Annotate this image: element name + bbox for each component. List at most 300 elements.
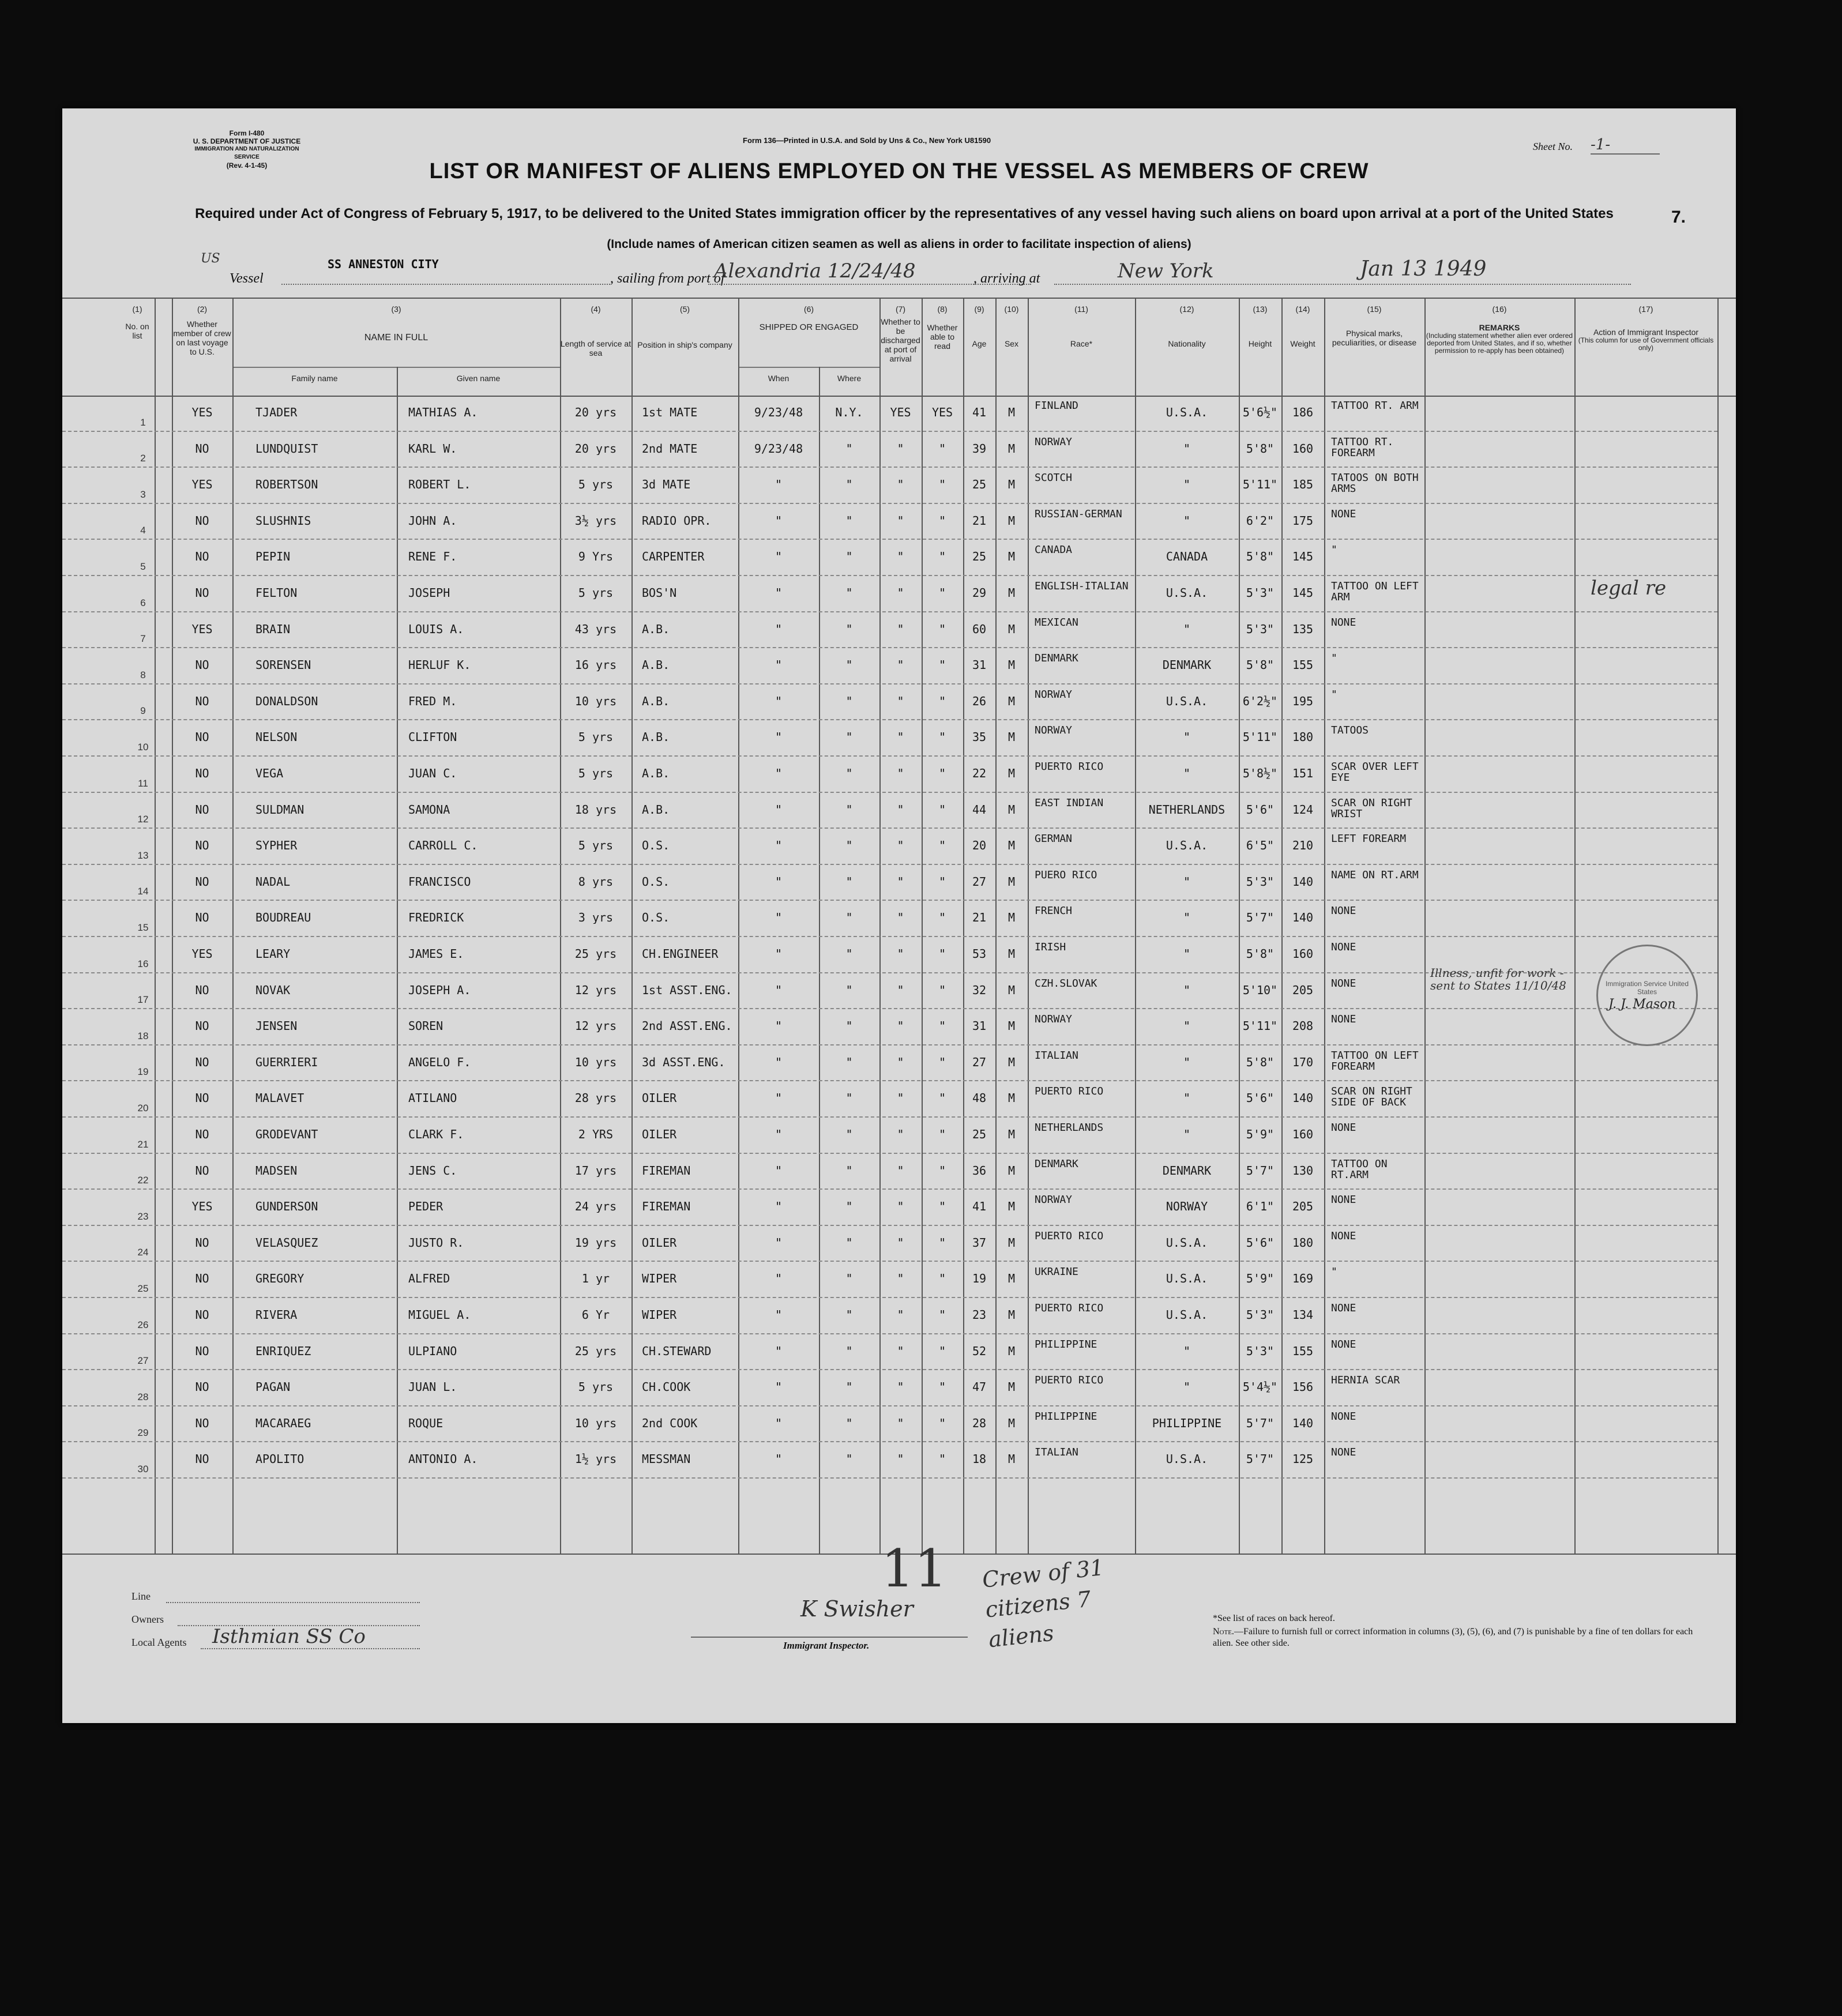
cell-service: 12 yrs [574,1020,617,1033]
cell-marks: NONE [1331,1447,1356,1459]
cell-position: 1st MATE [642,406,698,419]
col-13-header: (13) Height [1248,304,1272,348]
cell-where: " [845,803,853,816]
where-header: Where [837,374,862,383]
cell-last: NO [195,659,209,672]
cell-race: CANADA [1035,544,1073,556]
cell-nat: " [1183,875,1191,888]
cell-sex: M [1008,1128,1016,1141]
col-7-header: (7) Whether to be discharged at port of arrival [881,304,920,363]
row-number: 1 [140,416,146,428]
cell-sex: M [1008,875,1016,888]
cell-marks: NONE [1331,1122,1356,1134]
cell-where: N.Y. [835,406,863,419]
note-text: —Failure to furnish full or correct information in columns (3), (5), (6), and (7) is punishable by a fine of ten dollars for each alien. See other side. [1213,1627,1693,1648]
cell-when: " [775,1416,783,1430]
cell-sex: M [1008,1381,1016,1394]
cell-height: 5'7" [1246,1164,1275,1177]
cell-last: NO [195,1308,209,1321]
cell-where: " [845,1416,853,1430]
cell-where: " [845,767,853,780]
cell-disch: " [897,1128,904,1141]
cell-last: NO [195,1416,209,1430]
cell-where: " [845,947,853,960]
service-name: IMMIGRATION AND NATURALIZATION SERVICE [194,146,299,160]
cell-last: NO [195,514,209,527]
include-note: (Include names of American citizen seamen as well as aliens in order to facilitate inspection of aliens) [607,238,1191,251]
cell-given: MIGUEL A. [408,1308,471,1321]
table-row [62,576,1736,612]
cell-weight: 151 [1292,767,1314,780]
crew-note: Crew of 31 citizens 7 aliens [981,1554,1106,1653]
cell-nat: CANADA [1166,550,1208,563]
cell-marks: NONE [1331,1411,1356,1423]
cell-where: " [845,659,853,672]
cell-age: 25 [972,478,987,491]
cell-weight: 186 [1292,406,1314,419]
cell-race: NORWAY [1035,689,1073,701]
cell-disch: " [897,1272,904,1285]
cell-disch: YES [890,406,911,419]
cell-nat: DENMARK [1162,659,1212,672]
cell-age: 37 [972,1236,987,1249]
cell-weight: 180 [1292,1236,1314,1249]
cell-read: " [938,1164,946,1177]
cell-height: 5'4½" [1242,1381,1278,1394]
vessel-label: Vessel [230,271,264,286]
cell-read: " [938,550,946,563]
cell-service: 10 yrs [574,1416,617,1430]
row-number: 20 [137,1102,149,1114]
cell-given: JOSEPH A. [408,983,471,996]
cell-weight: 135 [1292,622,1314,635]
row-number: 4 [140,525,146,536]
cell-given: MATHIAS A. [408,406,478,419]
cell-height: 5'10" [1242,983,1278,996]
table-row [62,1118,1736,1154]
cell-given: ATILANO [408,1092,457,1105]
cell-nat: " [1183,1020,1191,1033]
name-subrule [232,367,560,368]
cell-position: 2nd ASST.ENG. [642,1020,732,1033]
cell-read: " [938,839,946,852]
cell-family: MACARAEG [255,1416,311,1430]
cell-height: 5'11" [1242,1020,1278,1033]
cell-when: 9/23/48 [754,442,803,455]
agents-underline [201,1648,420,1649]
row-number: 23 [137,1210,149,1222]
cell-age: 32 [972,983,987,996]
cell-where: " [845,983,853,996]
col-5-header: (5) Position in ship's company [637,304,732,349]
cell-marks: NONE [1331,905,1356,917]
cell-race: MEXICAN [1035,616,1078,629]
cell-given: LOUIS A. [408,622,464,635]
cell-position: A.B. [642,803,670,816]
cell-marks: TATTOO ON RT.ARM [1331,1158,1388,1181]
table-row [62,793,1736,829]
cell-height: 5'11" [1242,478,1278,491]
cell-service: 43 yrs [574,622,617,635]
local-agents-value: Isthmian SS Co [212,1625,366,1648]
row-number: 27 [137,1355,149,1367]
cell-nat: U.S.A. [1166,1308,1208,1321]
cell-service: 25 yrs [574,1344,617,1357]
cell-service: 17 yrs [574,1164,617,1177]
cell-when: " [775,911,783,924]
cell-age: 27 [972,1055,987,1069]
cell-position: FIREMAN [642,1164,691,1177]
cell-sex: M [1008,1344,1016,1357]
cell-sex: M [1008,803,1016,816]
cell-weight: 160 [1292,947,1314,960]
cell-where: " [845,1164,853,1177]
cell-sex: M [1008,1272,1016,1285]
cell-nat: " [1183,1128,1191,1141]
cell-last: NO [195,1128,209,1141]
cell-given: SOREN [408,1020,443,1033]
col-1-header: (1) No. on list [125,304,149,340]
cell-race: FINLAND [1035,400,1078,412]
table-row [62,432,1736,468]
table-row [62,1442,1736,1479]
cell-position: CH.ENGINEER [642,947,719,960]
cell-marks: TATOOS [1331,725,1369,737]
cell-marks: HERNIA SCAR [1331,1375,1400,1387]
cell-weight: 140 [1292,1416,1314,1430]
cell-position: O.S. [642,839,670,852]
cell-when: " [775,694,783,708]
cell-race: PUERTO RICO [1035,1375,1104,1387]
cell-nat: " [1183,442,1191,455]
cell-marks: NONE [1331,1230,1356,1242]
cell-age: 60 [972,622,987,635]
cell-family: MALAVET [255,1092,305,1105]
cell-nat: NETHERLANDS [1148,803,1226,816]
cell-height: 6'1" [1246,1200,1275,1213]
cell-race: GERMAN [1035,833,1073,845]
cell-read: " [938,1128,946,1141]
cell-last: NO [195,731,209,744]
cell-age: 20 [972,839,987,852]
cell-when: " [775,803,783,816]
cell-last: NO [195,586,209,599]
cell-read: " [938,1236,946,1249]
cell-sex: M [1008,659,1016,672]
cell-race: PUERTO RICO [1035,1230,1104,1242]
cell-nat: PHILIPPINE [1152,1416,1222,1430]
cell-position: OILER [642,1236,677,1249]
cell-marks: SCAR OVER LEFT EYE [1331,761,1419,784]
cell-position: CH.STEWARD [642,1344,712,1357]
cell-marks: TATTOO RT. ARM [1331,400,1419,412]
cell-height: 5'7" [1246,911,1275,924]
cell-last: NO [195,442,209,455]
inspector-label: Immigrant Inspector. [783,1640,870,1651]
cell-sex: M [1008,1416,1016,1430]
cell-given: FRANCISCO [408,875,471,888]
cell-disch: " [897,1236,904,1249]
cell-disch: " [897,659,904,672]
cell-height: 5'6½" [1242,406,1278,419]
cell-marks: NONE [1331,1303,1356,1314]
cell-when: " [775,875,783,888]
printer-line: Form 136—Printed in U.S.A. and Sold by Uns & Co., New York U81590 [743,136,991,145]
cell-height: 5'6" [1246,803,1275,816]
col-9-header: (9) Age [972,304,987,348]
table-row [62,720,1736,757]
cell-when: " [775,1308,783,1321]
col-15-header: (15) Physical marks, peculiarities, or disease [1332,304,1417,347]
cell-age: 29 [972,586,987,599]
cell-position: O.S. [642,875,670,888]
cell-position: A.B. [642,659,670,672]
row-number: 21 [137,1138,149,1150]
line-label: Line [131,1590,151,1602]
cell-service: 19 yrs [574,1236,617,1249]
cell-age: 31 [972,659,987,672]
cell-weight: 155 [1292,1344,1314,1357]
cell-weight: 210 [1292,839,1314,852]
cell-family: GREGORY [255,1272,305,1285]
col-6-header: (6) SHIPPED OR ENGAGED [759,304,859,332]
table-row [62,1262,1736,1298]
sheet-number: -1- [1591,136,1660,155]
cell-race: NETHERLANDS [1035,1122,1104,1134]
col-16-header: (16) REMARKS (Including statement whether alien ever ordered deported from United States, and if so, whether permission to re-apply has been obtained) [1426,304,1573,355]
cell-weight: 140 [1292,911,1314,924]
cell-height: 6'5" [1246,839,1275,852]
cell-position: 2nd COOK [642,1416,698,1430]
table-row [62,1334,1736,1371]
cell-disch: " [897,839,904,852]
act-text: Required under Act of Congress of February 5, 1917, to be delivered to the United States immigration officer by the representatives of any vessel having such aliens on board upon arrival at a port of the United States [195,206,1614,221]
cell-service: 5 yrs [578,478,614,491]
cell-disch: " [897,1200,904,1213]
cell-weight: 175 [1292,514,1314,527]
cell-when: " [775,983,783,996]
cell-position: CARPENTER [642,550,705,563]
cell-sex: M [1008,514,1016,527]
cell-race: PUERTO RICO [1035,1086,1104,1098]
arriving-port: New York [1118,259,1214,283]
cell-height: 5'3" [1246,1344,1275,1357]
cell-age: 28 [972,1416,987,1430]
cell-given: HERLUF K. [408,659,471,672]
vessel-name: SS ANNESTON CITY [328,257,439,271]
cell-sex: M [1008,1020,1016,1033]
owners-label: Owners [131,1613,164,1625]
cell-marks: NONE [1331,1338,1356,1351]
table-row [62,648,1736,684]
cell-disch: " [897,1164,904,1177]
cell-when: " [775,622,783,635]
row-number: 15 [137,922,149,933]
table-row [62,1406,1736,1443]
cell-sex: M [1008,442,1016,455]
cell-family: PAGAN [255,1381,291,1394]
cell-given: SAMONA [408,803,450,816]
col-4-header: (4) Length of service at sea [560,304,631,358]
cell-disch: " [897,1416,904,1430]
cell-weight: 140 [1292,1092,1314,1105]
cell-age: 23 [972,1308,987,1321]
cell-sex: M [1008,1308,1016,1321]
cell-family: NADAL [255,875,291,888]
cell-race: PUERO RICO [1035,869,1097,881]
table-row [62,612,1736,649]
cell-family: GRODEVANT [255,1128,318,1141]
cell-family: NELSON [255,731,298,744]
cell-marks: NONE [1331,1014,1356,1026]
cell-marks: TATOOS ON BOTH ARMS [1331,472,1419,495]
local-agents-label: Local Agents [131,1637,187,1648]
cell-weight: 145 [1292,586,1314,599]
cell-height: 5'8" [1246,947,1275,960]
cell-service: 5 yrs [578,731,614,744]
cell-service: 10 yrs [574,1055,617,1069]
cell-nat: U.S.A. [1166,406,1208,419]
cell-disch: " [897,442,904,455]
cell-position: 1st ASST.ENG. [642,983,732,996]
cell-nat: DENMARK [1162,1164,1212,1177]
cell-race: NORWAY [1035,1194,1073,1206]
cell-age: 36 [972,1164,987,1177]
cell-height: 5'7" [1246,1416,1275,1430]
row-number: 11 [138,777,148,789]
cell-family: JENSEN [255,1020,298,1033]
row-number: 10 [137,741,149,753]
row-number: 3 [140,488,146,500]
note-label: Note. [1213,1627,1234,1637]
cell-read: " [938,694,946,708]
cell-last: NO [195,875,209,888]
cell-read: " [938,1055,946,1069]
cell-marks: " [1331,689,1337,701]
cell-sex: M [1008,731,1016,744]
cell-read: " [938,586,946,599]
cell-read: " [938,947,946,960]
cell-family: PEPIN [255,550,291,563]
cell-sex: M [1008,1055,1016,1069]
cell-age: 53 [972,947,987,960]
cell-age: 35 [972,731,987,744]
cell-race: RUSSIAN-GERMAN [1035,508,1122,520]
cell-nat: " [1183,767,1191,780]
cell-marks: SCAR ON RIGHT SIDE OF BACK [1331,1086,1412,1109]
cell-age: 44 [972,803,987,816]
cell-height: 5'9" [1246,1128,1275,1141]
cell-height: 6'2" [1246,514,1275,527]
cell-when: " [775,586,783,599]
cell-family: BOUDREAU [255,911,311,924]
footer-note [1213,1626,1697,1649]
cell-race: ENGLISH-ITALIAN [1035,581,1129,592]
cell-last: YES [191,406,213,419]
cell-where: " [845,622,853,635]
stamp-text: Immigration Service United States [1605,980,1689,996]
row-number: 25 [137,1282,149,1294]
cell-race: UKRAINE [1035,1266,1078,1278]
cell-last: YES [191,947,213,960]
cell-height: 5'9" [1246,1272,1275,1285]
cell-service: 5 yrs [578,586,614,599]
col-3-header: (3) NAME IN FULL [364,304,428,343]
cell-given: ROBERT L. [408,478,471,491]
cell-nat: U.S.A. [1166,694,1208,708]
department: U. S. DEPARTMENT OF JUSTICE [193,137,301,145]
cell-when: " [775,1092,783,1105]
cell-last: NO [195,803,209,816]
table-top-rule [62,298,1736,299]
cell-race: ITALIAN [1035,1447,1078,1459]
cell-given: KARL W. [408,442,457,455]
cell-read: " [938,911,946,924]
cell-height: 5'11" [1242,731,1278,744]
cell-read: " [938,803,946,816]
cell-weight: 160 [1292,442,1314,455]
cell-nat: U.S.A. [1166,1236,1208,1249]
cell-weight: 169 [1292,1272,1314,1285]
cell-weight: 145 [1292,550,1314,563]
cell-service: 3 yrs [578,911,614,924]
cell-given: JENS C. [408,1164,457,1177]
cell-age: 21 [972,514,987,527]
cell-read: " [938,1308,946,1321]
cell-given: JOSEPH [408,586,450,599]
row-number: 16 [137,958,149,969]
row-number: 6 [140,597,146,608]
cell-nat: " [1183,911,1191,924]
cell-read: " [938,1200,946,1213]
remark-row-16: Illness, unfit for work - sent to States 11/10/48 [1430,966,1566,992]
cell-disch: " [897,622,904,635]
cell-where: " [845,694,853,708]
cell-read: " [938,1344,946,1357]
cell-disch: " [897,1020,904,1033]
cell-position: RADIO OPR. [642,514,712,527]
cell-disch: " [897,514,904,527]
cell-age: 52 [972,1344,987,1357]
cell-weight: 140 [1292,875,1314,888]
cell-given: CARROLL C. [408,839,478,852]
cell-sex: M [1008,983,1016,996]
cell-last: YES [191,622,213,635]
cell-position: OILER [642,1128,677,1141]
arriving-underline [1054,284,1631,285]
cell-sex: M [1008,767,1016,780]
cell-last: NO [195,1344,209,1357]
cell-race: EAST INDIAN [1035,797,1104,809]
cell-disch: " [897,803,904,816]
cell-read: " [938,1381,946,1394]
cell-sex: M [1008,478,1016,491]
cell-marks: " [1331,544,1337,556]
cell-weight: 195 [1292,694,1314,708]
cell-where: " [845,731,853,744]
cell-where: " [845,1236,853,1249]
cell-nat: " [1183,478,1191,491]
cell-position: WIPER [642,1308,677,1321]
cell-weight: 208 [1292,1020,1314,1033]
arriving-label: , arriving at [973,271,1040,286]
cell-read: YES [931,406,953,419]
cell-weight: 160 [1292,1128,1314,1141]
cell-height: 5'3" [1246,622,1275,635]
form-number: Form I-480 [229,129,265,137]
cell-given: ULPIANO [408,1344,457,1357]
cell-race: ITALIAN [1035,1050,1078,1062]
